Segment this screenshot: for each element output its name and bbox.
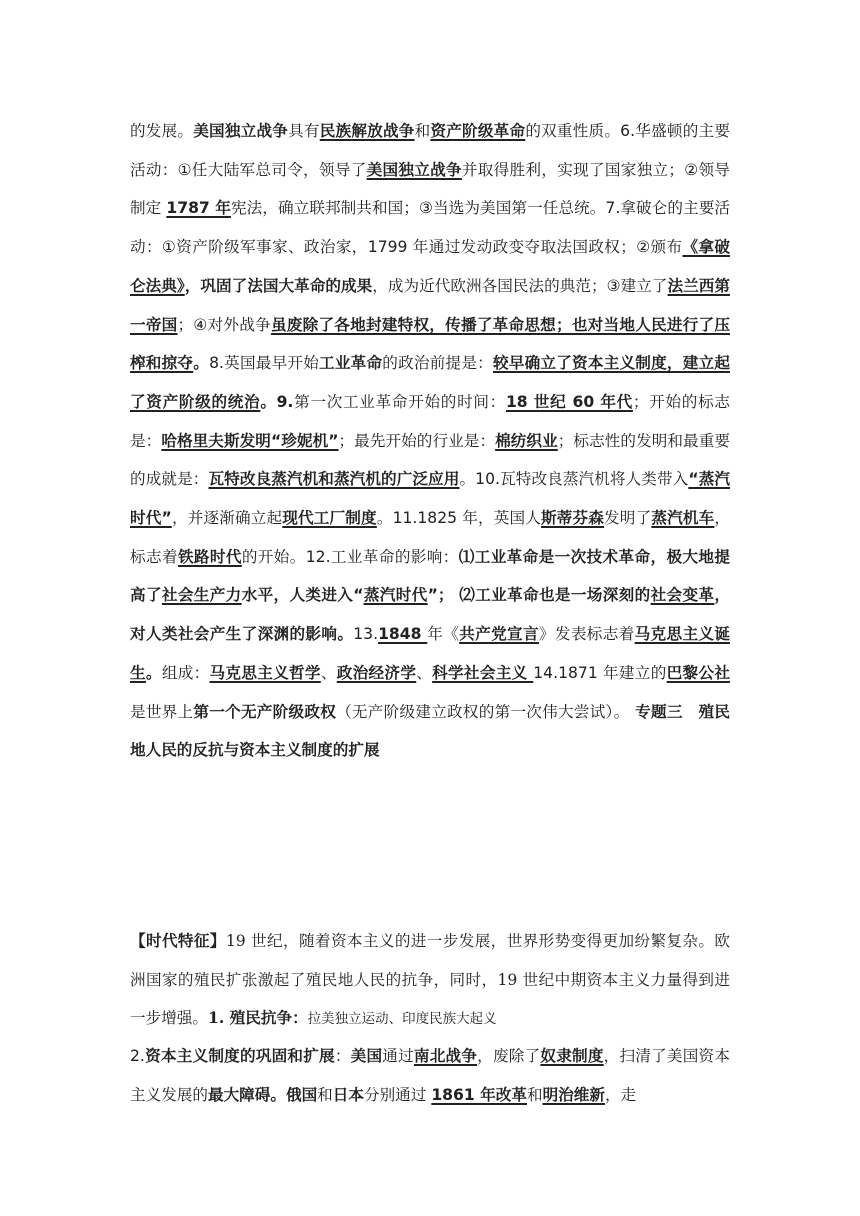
para1-segment: 马克思主义哲学	[209, 663, 321, 682]
para1-segment: ，并逐渐确立起	[171, 509, 283, 528]
para1-segment: 并取得胜利，实现了国家独立；②领导制定	[130, 160, 730, 218]
body-paragraph-1	[130, 112, 730, 770]
para1-segment: 法兰西第一帝国	[130, 276, 730, 334]
para3-segment: 和	[526, 1085, 543, 1104]
para2-segment: 【时代特征】	[130, 931, 226, 950]
para1-segment: ；最先开始的行业是：	[338, 431, 496, 450]
para1-segment: ⑴工业革命是一次技术革命，极大地提高了	[130, 547, 730, 605]
para1-segment: 哈格里夫斯发明“珍妮机”	[161, 431, 339, 450]
para1-segment: 具有	[288, 122, 320, 140]
para1-segment: 》发表标志着	[538, 625, 635, 644]
para1-segment: 。	[145, 663, 162, 682]
para1-segment: ；④对外战争	[177, 315, 271, 334]
para3-segment: 美国	[350, 1047, 383, 1065]
para3-segment: 日本	[332, 1085, 364, 1104]
para2-segment: 1. 殖民抗争：	[207, 1008, 308, 1028]
para1-segment: 的发展。	[130, 122, 194, 140]
para3-segment: ，扫清了美国资本主义发展的	[130, 1047, 730, 1104]
para1-segment: 的政治前提是：	[382, 354, 493, 373]
para1-segment: ；标志性的发明和最重要的成就是：	[130, 431, 730, 489]
para1-segment: 工业革命	[319, 354, 383, 373]
para1-segment: 专题三 殖民地人民的反抗与资本主义制度的扩展	[130, 702, 730, 760]
para1-segment: 瓦特改良蒸汽机和蒸汽机的广泛应用	[208, 470, 460, 489]
para1-segment: 棉纺织业	[495, 431, 558, 450]
para3-segment: ：	[334, 1047, 351, 1065]
para1-segment: 《拿破仑法典》	[130, 238, 730, 295]
para1-segment: 科学社会主义	[432, 663, 534, 682]
para1-segment: 。10.瓦特改良蒸汽机将人类带入	[459, 470, 689, 489]
para1-segment: 民族解放战争	[319, 122, 415, 140]
para1-segment: 的双重性质。6.华盛顿的主要活动：①任大陆军总司令，领导了	[130, 122, 730, 179]
para3-segment: 和	[317, 1085, 333, 1104]
para3-segment: 1861 年改革	[431, 1085, 527, 1104]
para1-segment: 18 世纪 60 年代	[505, 392, 633, 411]
para1-segment: 14.1871 年建立的	[533, 663, 667, 682]
para3-segment: 奴隶制度	[540, 1047, 604, 1065]
para1-segment: 8.英国最早开始	[209, 354, 320, 373]
para1-segment: 发明了	[604, 509, 652, 528]
para1-segment: ，成为近代欧洲各国民法的典范；③建立了	[372, 276, 668, 295]
para1-segment: 美国独立战争	[366, 160, 462, 179]
body-paragraph-3	[130, 1037, 730, 1114]
para1-segment: 组成：	[161, 663, 210, 682]
para3-segment: 资本主义制度的巩固和扩展	[144, 1047, 335, 1065]
para1-segment: 蒸汽机车	[651, 509, 715, 528]
para3-segment: 最大障碍	[207, 1085, 271, 1104]
para1-segment: 蒸汽时代	[363, 586, 428, 605]
para1-segment: “蒸汽时代”	[130, 470, 730, 528]
para3-segment: 分别通过	[363, 1085, 432, 1104]
para1-segment: 。9.	[260, 392, 294, 411]
para1-segment: 第一次工业革命开始的时间：	[293, 392, 506, 411]
para1-segment: 和	[414, 122, 431, 140]
para1-segment: 、	[416, 663, 433, 682]
para3-segment: ，废除了	[477, 1047, 541, 1065]
para1-segment: 13.	[353, 625, 379, 644]
era-characteristics-paragraph	[130, 922, 730, 1039]
para1-segment: 第一个无产阶级政权	[193, 702, 337, 721]
para1-segment: 政治经济学	[336, 663, 417, 682]
para1-segment: 1787 年	[166, 199, 231, 218]
para1-segment: ；开始的标志是：	[130, 392, 730, 450]
para1-segment: 水平，人类进入“	[241, 586, 364, 605]
para3-segment: 。俄国	[270, 1085, 318, 1104]
para1-segment: 。	[193, 354, 210, 373]
para1-segment: 宪法，确立联邦制共和国；③当选为美国第一任总统。7.拿破仑的主要活动：①资产阶级军事家、政治家，1799 年通过发动政变夺取法国政权；②颁布	[130, 199, 730, 257]
para1-segment: 现代工厂制度	[282, 509, 377, 528]
para1-segment: 美国独立战争	[193, 122, 289, 140]
para2-segment: 19 世纪，随着资本主义的进一步发展，世界形势变得更加纷繁复杂。欧洲国家的殖民扩张激起了殖民地人民的抗争，同时，19 世纪中期资本主义力量得到进一步增强。	[130, 932, 730, 1028]
para1-segment: 、	[320, 663, 337, 682]
para1-segment: 1848	[378, 625, 428, 644]
para1-segment: 年《	[427, 625, 460, 644]
para3-segment: 通过	[382, 1047, 414, 1065]
para1-segment: 虽废除了各地封建特权，传播了革命思想；也对当地人民进行了压榨和掠夺	[130, 315, 730, 373]
para3-segment: ，走	[604, 1085, 637, 1104]
para1-segment: 马克思主义诞生	[130, 625, 730, 682]
para1-segment: 社会生产力	[161, 586, 242, 605]
para1-segment: 共产党宣言	[459, 625, 539, 644]
para1-segment: ，对人类社会产生了深渊的影响。	[130, 586, 730, 644]
para1-segment: （无产阶级建立政权的第一次伟大尝试）。	[336, 702, 630, 721]
para1-segment: 较早确立了资本主义制度，建立起了资产阶级的统治	[130, 354, 730, 411]
para1-segment: ”； ⑵工业革命也是一场深刻的	[427, 586, 651, 605]
para1-segment: 是世界上	[130, 702, 194, 721]
para1-segment: 斯蒂芬森	[541, 509, 605, 528]
para1-segment: ，巩固了法国大革命的成果	[184, 276, 373, 295]
para1-segment: 资产阶级革命	[430, 122, 526, 140]
para3-segment: 2.	[130, 1047, 145, 1065]
para1-segment: ，标志着	[130, 509, 730, 566]
para1-segment: 巴黎公社	[666, 663, 730, 682]
para1-segment: 。11.1825 年，英国人	[376, 509, 541, 528]
para1-segment: 铁路时代	[177, 547, 242, 566]
para1-segment: 的开始。12.工业革命的影响：	[241, 547, 459, 566]
para1-segment: 社会变革	[650, 586, 715, 605]
para3-segment: 南北战争	[413, 1047, 478, 1065]
para3-segment: 明治维新	[542, 1085, 605, 1104]
para2-segment: 拉美独立运动、印度民族大起义	[307, 1011, 497, 1028]
